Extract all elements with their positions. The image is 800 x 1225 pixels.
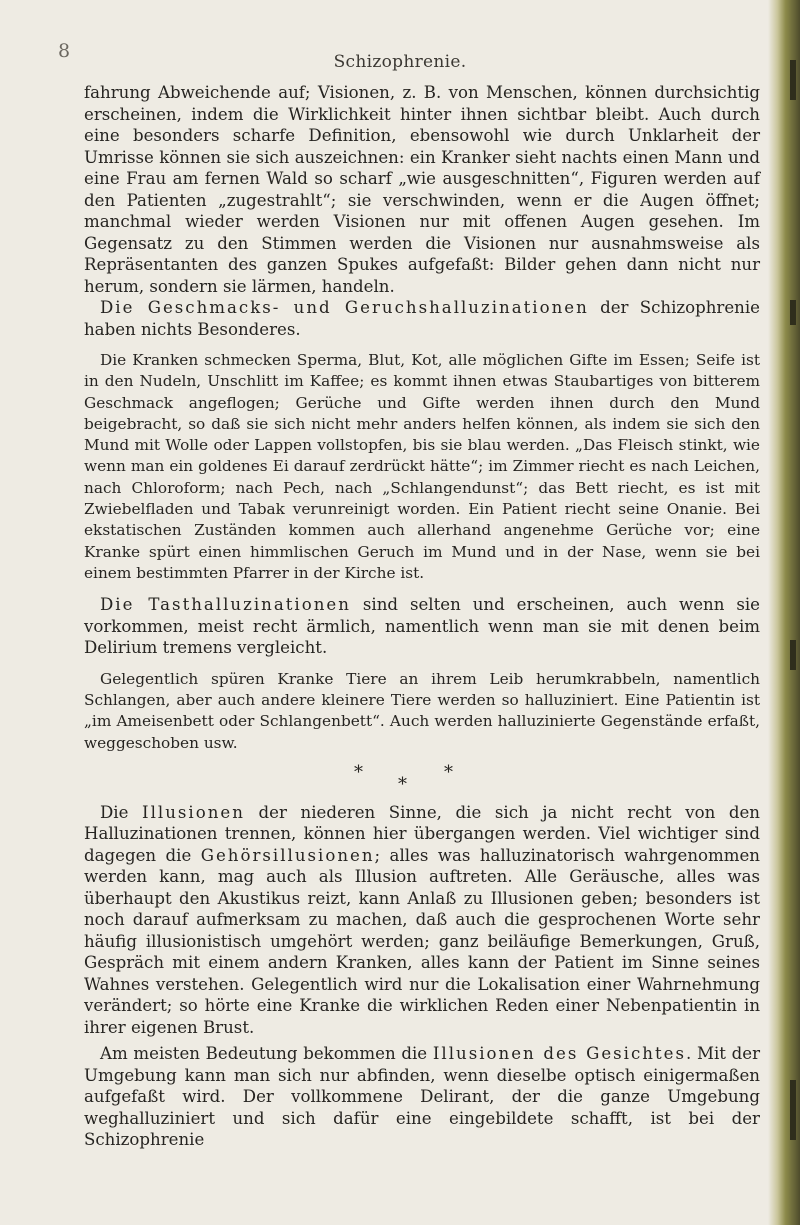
- page-edge-binding: [768, 0, 800, 1225]
- emphasis-touch: Die Tasthalluzinationen: [100, 595, 351, 615]
- emphasis-visual-illusions: Illusionen des Gesichtes: [432, 1044, 686, 1064]
- paragraph-taste-smell-examples: Die Kranken schmecken Sperma, Blut, Kot, alle möglichen Gifte im Essen; Seife ist in den Nudeln, Unschlitt im Kaffee; es kommt ihnen etwas Staubartiges von bitterem Geschmack angeflogen; Gerüche und Gifte werden ihnen durch den Mund beigebracht, so daß sie sich nicht mehr anders helfen können, als indem sie sich den Mund mit Wolle oder Lappen vollstopfen, bis sie blau werden. „Das Fleisch stinkt, wie wenn man ein goldenes Ei darauf zerdrückt hätte“; im Zimmer riecht es nach Leichen, nach Chloroform; nach Pech, nach „Schlangendunst“; das Bett riecht, es ist mit Zwiebelfladen und Tabak verunreinigt worden. Ein Patient riecht seine Onanie. Bei ekstatischen Zuständen kommen auch allerhand angenehme Gerüche vor; eine Kranke spürt einen himmlischen Geruch im Mund und in der Nase, wenn sie bei einem bestimmten Pfarrer in der Kirche ist.: [84, 351, 760, 582]
- running-head: Schizophrenie.: [333, 52, 467, 72]
- paragraph-touch-examples: Gelegentlich spüren Kranke Tiere an ihrem Leib herumkrabbeln, namentlich Schlangen, aber auch andere kleinere Tiere werden so halluziniert. Eine Patientin ist „im Ameisenbett oder Schlangenbett“. Auch werden halluzinierte Gegenstände erfaßt, weggeschoben usw.: [84, 669, 760, 752]
- emphasis-auditory-illusions: Gehörsillusionen: [200, 845, 375, 865]
- paragraph-visual-illusions: Am meisten Bedeutung bekommen die Illusionen des Gesichtes. Mit der Umgebung kann man sich nur abfinden, wenn dieselbe optisch einigermaßen aufgefaßt wird. Der vollkommene Delirant, der die ganze Umgebung weghalluziniert und sich dafür eine eingebildete schafft, ist bei der Schizophrenie: [84, 1044, 760, 1150]
- emphasis-taste-smell: Die Geschmacks- und Geruchshalluzinationen: [100, 298, 589, 317]
- page-number: 8: [58, 40, 71, 62]
- paragraph-illusions: Die Illusionen der niederen Sinne, die sich ja nicht recht von den Halluzinationen trennen, können hier übergangen werden. Viel wichtiger sind dagegen die Gehörsillusionen; alles was halluzinatorisch wahrgenommen werden kann, mag auch als Illusion auftreten. Alle Geräusche, alles was überhaupt den Akustikus reizt, kann Anlaß zu Illusionen geben; besonders ist noch darauf aufmerksam zu machen, daß auch die gesprochenen Worte sehr häufig illusionistisch umgehört werden; ganz beiläufige Bemerkungen, Gruß, Gespräch mit einem andern Kranken, alles kann der Patient im Sinne seines Wahnes verstehen. Gelegentlich wird nur die Lokalisation einer Wahrnehmung verändert; so hörte eine Kranke die wirklichen Reden einer Nebenpatientin in ihrer eigenen Brust.: [84, 802, 760, 1037]
- paragraph-taste-smell-heading: Die Geschmacks- und Geruchshalluzinationen der Schizophrenie haben nichts Besonderes.: [84, 298, 760, 339]
- body-text: [84, 82, 760, 1151]
- paragraph-visions: fahrung Abweichende auf; Visionen, z. B. von Menschen, können durchsichtig erscheinen, indem die Wirklichkeit hinter ihnen sichtbar bleibt. Auch durch eine besonders scharfe Definition, ebensowohl wie durch Unklarheit der Umrisse können sie sich auszeichnen: ein Kranker sieht nachts einen Mann und eine Frau am fernen Wald so scharf „wie ausgeschnitten“, Figuren werden auf den Patienten „zugestrahlt“; sie verschwinden, wenn er die Augen öffnet; manchmal wieder werden Visionen nur mit offenen Augen gesehen. Im Gegensatz zu den Stimmen werden die Visionen nur ausnahmsweise als Repräsentanten des ganzen Spukes aufgefaßt: Bilder gehen dann nicht nur herum, sondern sie lärmen, handeln.: [84, 83, 760, 296]
- section-break-asterisks: * * *: [354, 761, 453, 795]
- emphasis-illusions: Illusionen: [142, 802, 245, 822]
- paragraph-touch-heading: Die Tasthalluzinationen sind selten und erscheinen, auch wenn sie vorkommen, meist recht ärmlich, namentlich wenn man sie mit denen beim Delirium tremens vergleicht.: [84, 595, 760, 658]
